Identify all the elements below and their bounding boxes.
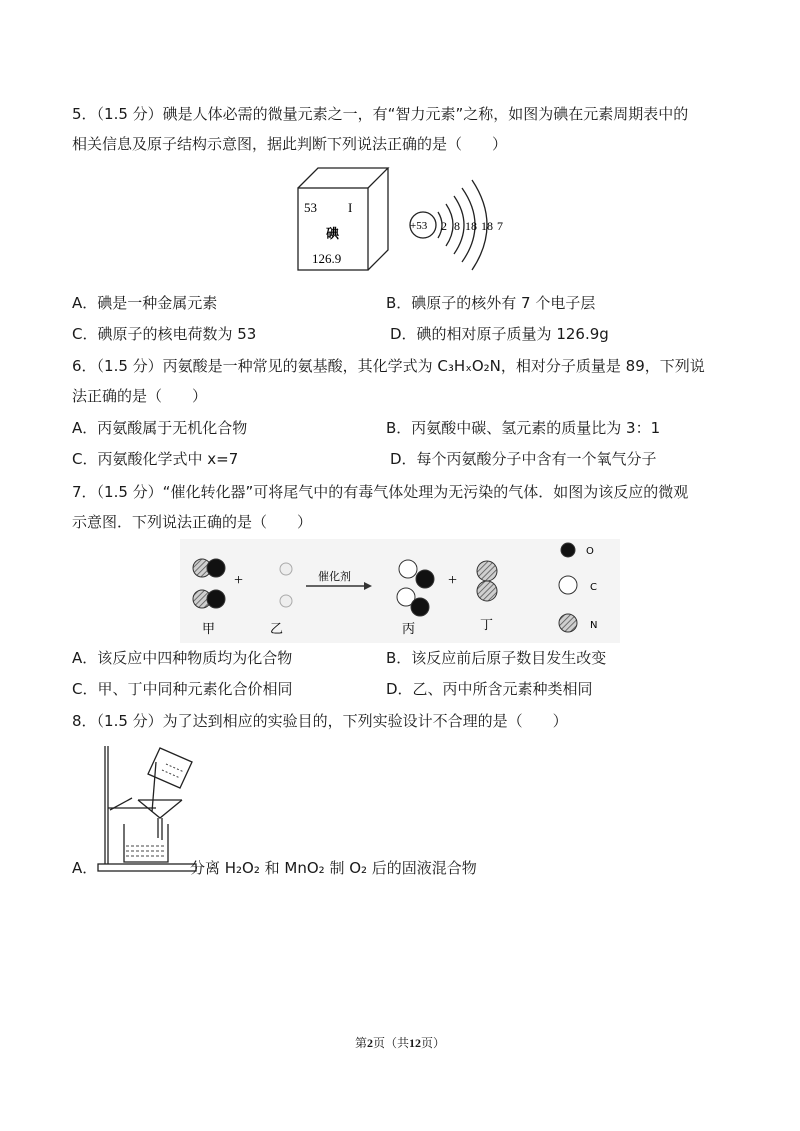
footer-mid: 页（共 <box>372 1036 409 1050</box>
q7-option-a[interactable]: A．该反应中四种物质均为化合物 <box>72 649 293 667</box>
shell-3: 18 <box>465 219 477 233</box>
plus-sign-1: + <box>234 572 244 589</box>
beaker-liquid <box>126 846 166 856</box>
catalyst-label: 催化剂 <box>318 570 351 583</box>
label-yi: 乙 <box>270 622 284 637</box>
q5-option-d[interactable]: D．碘的相对原子质量为 126.9g <box>390 325 609 343</box>
footer-post: 页） <box>421 1036 446 1050</box>
label-bing: 丙 <box>402 622 416 637</box>
legend-o: O <box>586 546 594 557</box>
label-jia: 甲 <box>202 622 216 637</box>
q7-option-b[interactable]: B．该反应前后原子数目发生改变 <box>386 649 607 667</box>
q8-option-a-letter[interactable]: A． <box>72 859 98 877</box>
q5-option-a[interactable]: A．碘是一种金属元素 <box>72 294 218 312</box>
q6-stem-line1: 6．（1.5 分）丙氨酸是一种常见的氨基酸，其化学式为 C₃HₓO₂N，相对分子质量是 89，下列说 <box>72 357 705 375</box>
legend-n: N <box>590 620 598 631</box>
atomic-mass: 126.9 <box>312 251 342 266</box>
q7-option-d[interactable]: D．乙、丙中所含元素种类相同 <box>386 680 593 698</box>
filtration-apparatus-figure <box>96 742 200 874</box>
plus-sign-2: + <box>448 572 458 589</box>
legend-c: C <box>590 582 597 593</box>
q5-option-c[interactable]: C．碘原子的核电荷数为 53 <box>72 325 257 343</box>
shell-1: 2 <box>441 219 447 233</box>
q6-stem-line2: 法正确的是（ ） <box>72 387 208 405</box>
q5-option-b[interactable]: B．碘原子的核外有 7 个电子层 <box>386 294 596 312</box>
reaction-figure <box>180 535 620 645</box>
poured-liquid <box>162 764 184 778</box>
q7-stem-line1: 7．（1.5 分）“催化转化器”可将尾气中的有毒气体处理为无污染的气体．如图为该反应的微观 <box>72 483 689 501</box>
nucleus-charge: +53 <box>410 220 428 232</box>
element-name: 碘 <box>326 227 340 242</box>
page-footer <box>0 1034 800 1051</box>
q6-option-d[interactable]: D．每个丙氨酸分子中含有一个氧气分子 <box>390 450 657 468</box>
footer-total: 12 <box>409 1036 421 1050</box>
q6-option-a[interactable]: A．丙氨酸属于无机化合物 <box>72 419 248 437</box>
q5-stem-line2: 相关信息及原子结构示意图，据此判断下列说法正确的是（ ） <box>72 135 508 153</box>
footer-page: 2 <box>366 1036 373 1050</box>
q8-stem: 8．（1.5 分）为了达到相应的实验目的，下列实验设计不合理的是（ ） <box>72 712 568 730</box>
q6-option-c[interactable]: C．丙氨酸化学式中 x=7 <box>72 450 239 468</box>
element-symbol: I <box>348 200 353 215</box>
q7-option-c[interactable]: C．甲、丁中同种元素化合价相同 <box>72 680 293 698</box>
q5-stem-line1: 5．（1.5 分）碘是人体必需的微量元素之一，有“智力元素”之称，如图为碘在元素周期表中的 <box>72 105 689 123</box>
shell-4: 18 <box>481 219 493 233</box>
iodine-figure <box>290 160 530 280</box>
atomic-number: 53 <box>304 200 317 215</box>
q8-option-a-text[interactable]: 分离 H₂O₂ 和 MnO₂ 制 O₂ 后的固液混合物 <box>190 859 477 877</box>
shell-5: 7 <box>497 219 503 233</box>
q6-option-b[interactable]: B．丙氨酸中碳、氢元素的质量比为 3：1 <box>386 419 661 437</box>
footer-pre: 第 <box>354 1036 367 1050</box>
label-ding: 丁 <box>480 618 494 633</box>
shell-2: 8 <box>454 219 460 233</box>
q7-stem-line2: 示意图．下列说法正确的是（ ） <box>72 513 313 531</box>
